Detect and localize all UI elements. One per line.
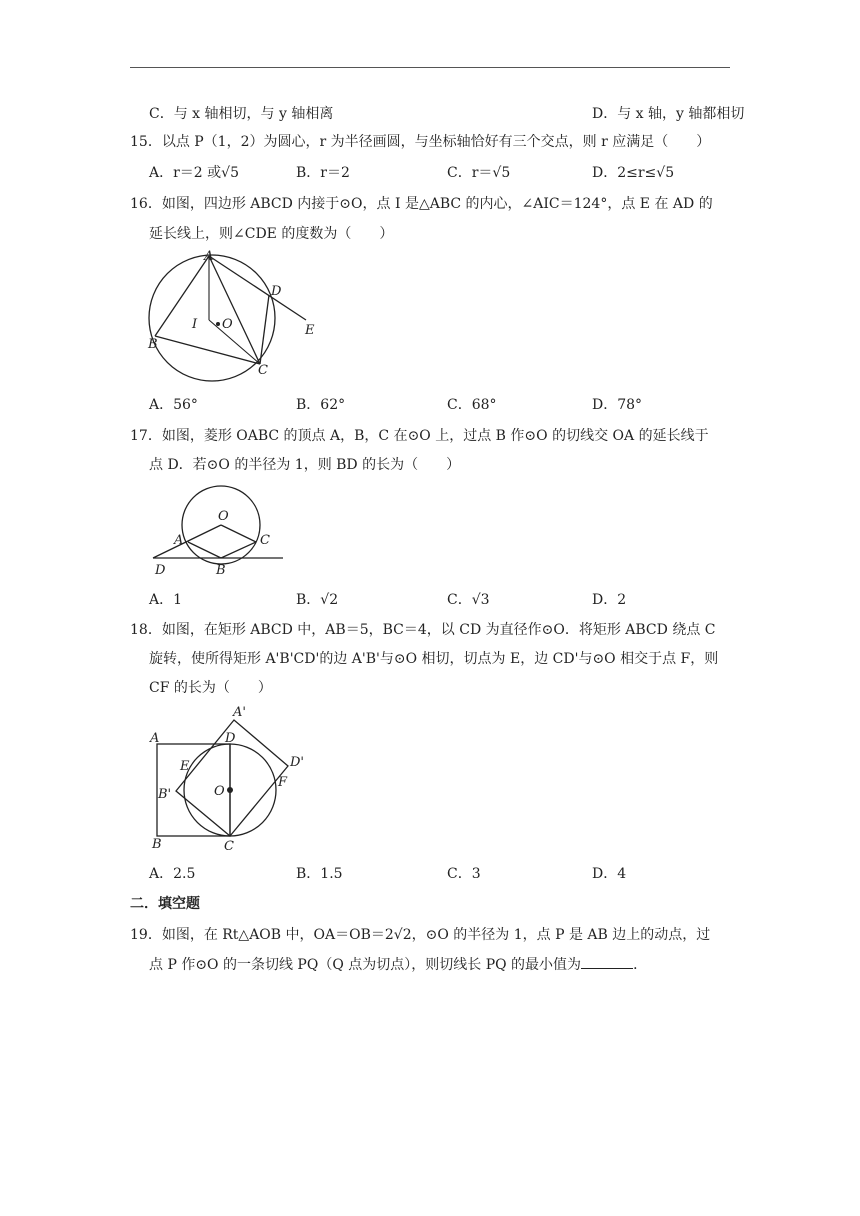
q18-option-a: A．2.5	[149, 866, 196, 882]
q16-label-a: A	[204, 249, 214, 264]
q18-option-d: D．4	[592, 866, 627, 882]
q15-option-a: A．r＝2 或√5	[149, 165, 239, 181]
q19-stem-end: ．	[633, 957, 648, 973]
q15-option-c: C．r＝√5	[447, 165, 511, 181]
q17-stem-line2: 点 D．若⊙O 的半径为 1，则 BD 的长为（ ）	[149, 457, 461, 473]
q17-option-c: C．√3	[447, 592, 490, 608]
q19-stem-text: 点 P 作⊙O 的一条切线 PQ（Q 点为切点），则切线长 PQ 的最小值为	[149, 957, 582, 973]
q17-stem-line1: 17．如图，菱形 OABC 的顶点 A，B，C 在⊙O 上，过点 B 作⊙O 的切线交 OA 的延长线于	[130, 428, 709, 444]
q16-figure	[140, 248, 340, 388]
q18-label-a-prime: A'	[233, 705, 246, 720]
q18-stem-line1: 18．如图，在矩形 ABCD 中，AB＝5，BC＝4，以 CD 为直径作⊙O．将矩形 ABCD 绕点 C	[130, 622, 716, 638]
q16-option-d: D．78°	[592, 397, 643, 413]
q19-stem-line2	[149, 954, 647, 975]
q18-label-a: A	[150, 731, 160, 746]
q18-label-o: O	[214, 784, 225, 799]
q16-label-o: O	[222, 317, 233, 332]
header-rule	[130, 67, 730, 68]
prev-option-c: C．与 x 轴相切，与 y 轴相离	[149, 106, 334, 122]
q17-segment-oc	[221, 525, 256, 542]
q17-segment-ab	[188, 542, 221, 558]
q18-label-c: C	[224, 839, 234, 854]
q17-label-a: A	[174, 533, 184, 548]
q16-stem-line1: 16．如图，四边形 ABCD 内接于⊙O，点 I 是△ABC 的内心，∠AIC＝124°，点 E 在 AD 的	[130, 196, 713, 212]
q15-option-d: D．2≤r≤√5	[592, 165, 675, 181]
section-heading-fill-in: 二．填空题	[130, 896, 200, 912]
q18-label-d: D	[225, 731, 236, 746]
q17-label-c: C	[260, 533, 270, 548]
q18-label-b-prime: B'	[158, 787, 172, 802]
q17-label-b: B	[216, 563, 226, 578]
q16-option-c: C．68°	[447, 397, 497, 413]
q18-option-c: C．3	[447, 866, 481, 882]
q18-label-d-prime: D'	[290, 755, 304, 770]
q18-label-e: E	[180, 759, 190, 774]
q18-stem-line3: CF 的长为（ ）	[149, 680, 272, 696]
q19-stem-line1: 19．如图，在 Rt△AOB 中，OA＝OB＝2√2，⊙O 的半径为 1，点 P 是 AB 边上的动点，过	[130, 927, 711, 943]
q17-label-d: D	[155, 563, 166, 578]
q18-label-b: B	[152, 837, 162, 852]
q18-point-o	[227, 787, 233, 793]
q16-label-e: E	[305, 323, 315, 338]
q16-segment-ab	[155, 256, 209, 336]
q18-stem-line2: 旋转，使所得矩形 A'B'CD'的边 A'B'与⊙O 相切，切点为 E，边 CD'与⊙O 相交于点 F，则	[149, 651, 719, 667]
q18-figure	[140, 700, 320, 858]
q16-point-o	[216, 322, 220, 326]
q16-label-b: B	[148, 337, 158, 352]
prev-option-d: D．与 x 轴，y 轴都相切	[592, 106, 745, 122]
q15-stem: 15．以点 P（1，2）为圆心，r 为半径画圆，与坐标轴恰好有三个交点，则 r 应满足（ ）	[130, 134, 711, 150]
q17-label-o: O	[218, 509, 229, 524]
q17-option-a: A．1	[149, 592, 183, 608]
q16-option-a: A．56°	[149, 397, 198, 413]
q18-option-b: B．1.5	[296, 866, 343, 882]
q16-stem-line2: 延长线上，则∠CDE 的度数为（ ）	[149, 226, 394, 242]
q16-option-b: B．62°	[296, 397, 346, 413]
q15-option-b: B．r＝2	[296, 165, 350, 181]
q17-option-d: D．2	[592, 592, 627, 608]
q19-answer-blank[interactable]	[581, 954, 633, 969]
q16-label-i: I	[192, 317, 198, 332]
q17-figure	[145, 480, 295, 580]
q18-label-f: F	[278, 775, 288, 790]
q16-label-c: C	[258, 363, 268, 378]
q17-option-b: B．√2	[296, 592, 339, 608]
q16-label-d: D	[271, 284, 282, 299]
